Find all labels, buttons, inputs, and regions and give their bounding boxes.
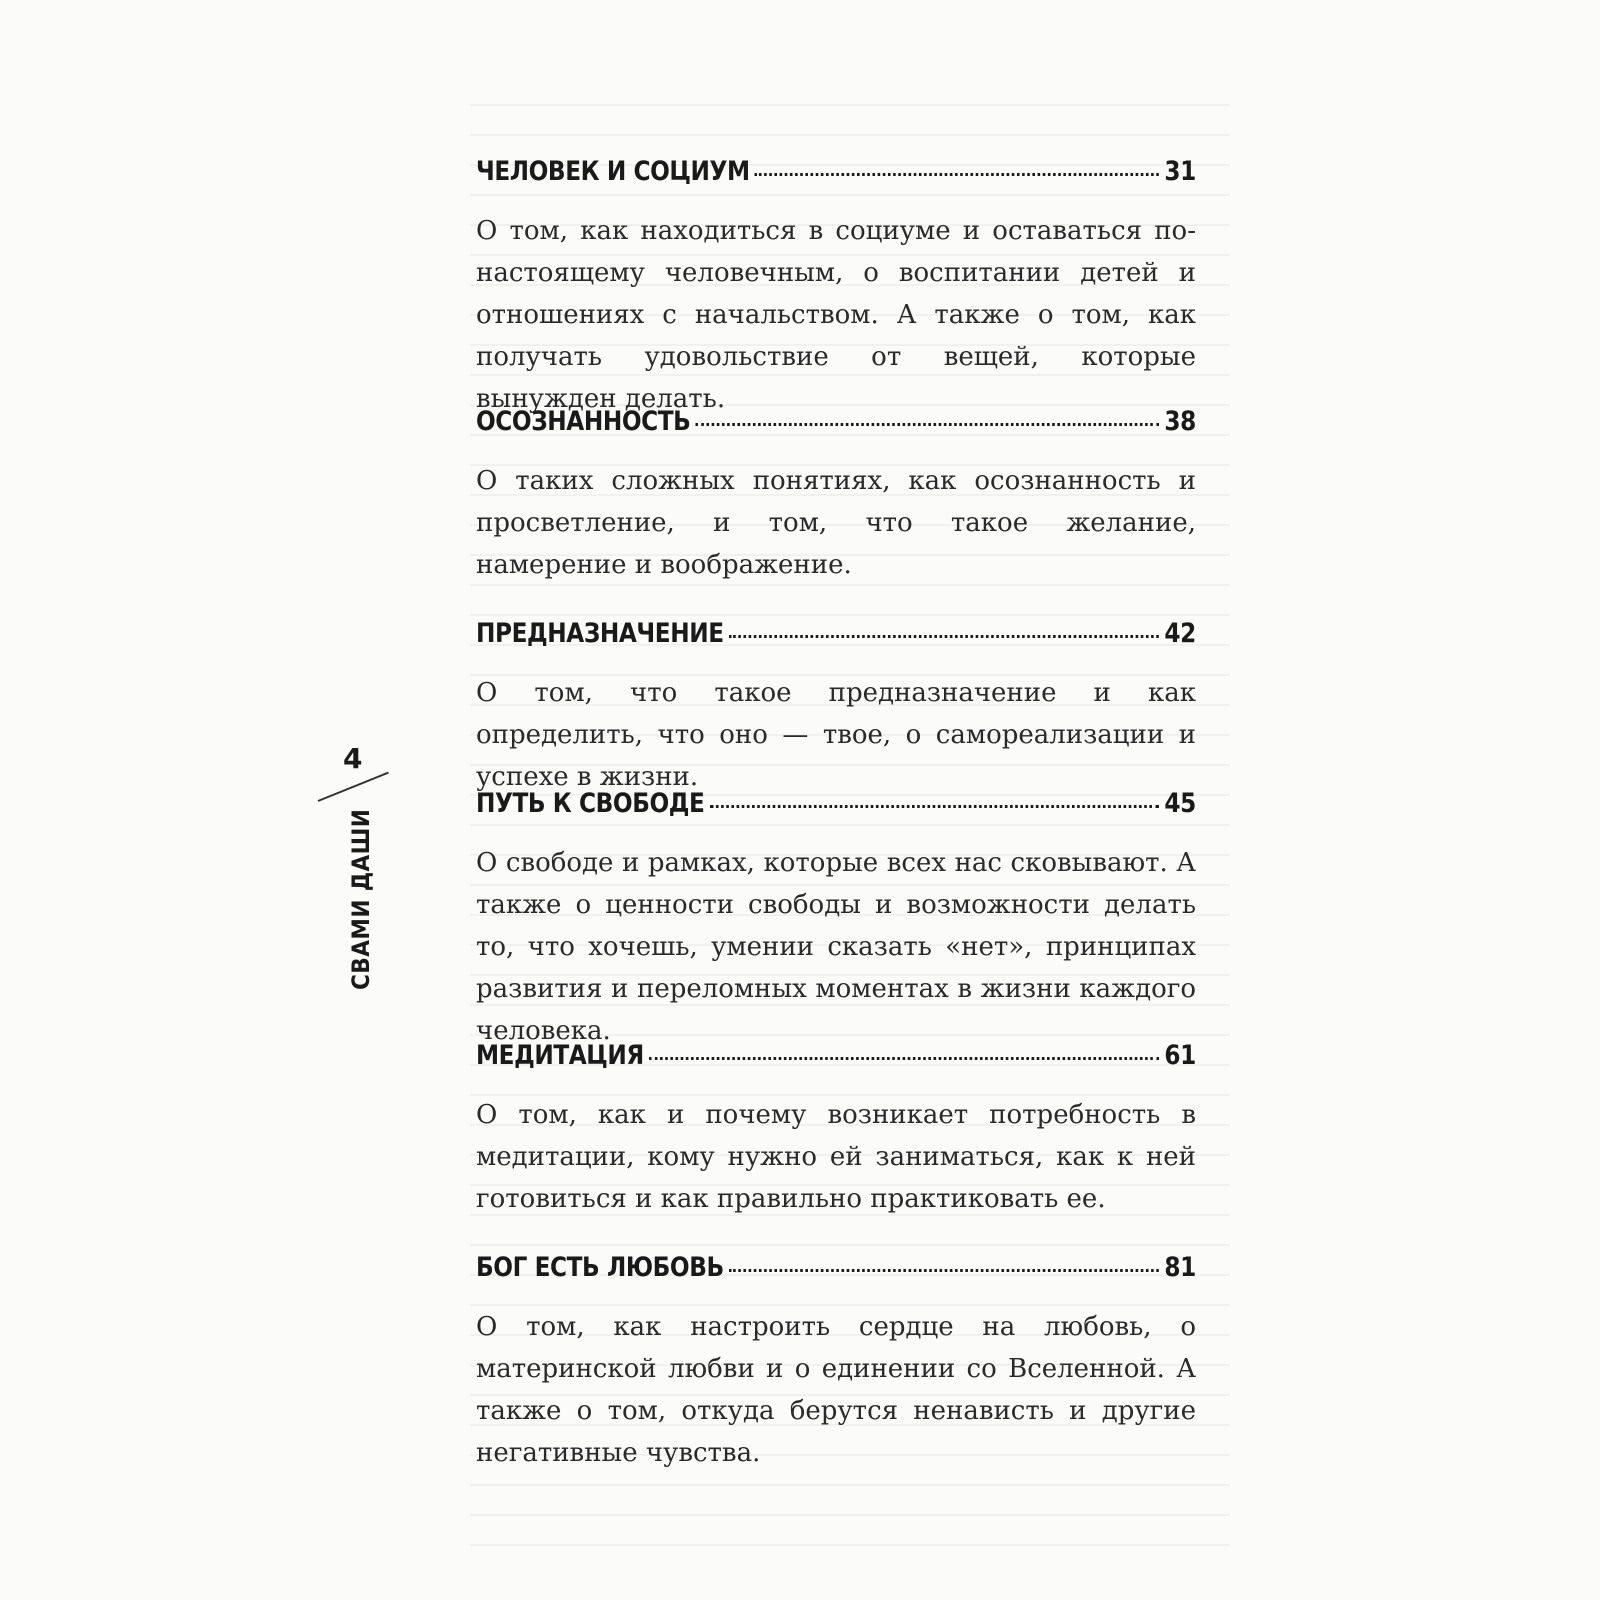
toc-entry-heading[interactable] — [476, 406, 1196, 450]
toc-entry-purpose[interactable] — [476, 618, 1196, 798]
dot-leader — [755, 173, 1159, 176]
toc-entry-awareness[interactable] — [476, 406, 1196, 586]
dot-leader — [710, 805, 1160, 808]
toc-entry-page: 81 — [1164, 1252, 1196, 1283]
toc-entry-title: ПРЕДНАЗНАЧЕНИЕ — [476, 618, 724, 649]
toc-entry-title: МЕДИТАЦИЯ — [476, 1040, 644, 1071]
toc-entry-title: ОСОЗНАННОСТЬ — [476, 406, 691, 437]
toc-entry-page: 42 — [1164, 618, 1196, 649]
toc-entry-society[interactable] — [476, 156, 1196, 420]
toc-entry-page: 45 — [1164, 788, 1196, 819]
dot-leader — [696, 423, 1160, 426]
toc-entry-freedom[interactable] — [476, 788, 1196, 1052]
toc-entry-page: 31 — [1164, 156, 1196, 187]
toc-entry-heading[interactable] — [476, 156, 1196, 200]
toc-entry-love[interactable] — [476, 1252, 1196, 1474]
toc-entry-description: О том, как настроить сердце на любовь, о материнской любви и о единении со Вселенной. А также о том, откуда берутся ненависть и другие негативные чувства. — [476, 1312, 1196, 1468]
toc-entry-description: О том, как находиться в социуме и оставаться по-настоящему человечным, о воспитании детей и отношениях с начальством. А также о том, как получать удовольствие от вещей, которые вынужден делать. — [476, 216, 1196, 414]
toc-entry-heading[interactable] — [476, 618, 1196, 662]
dot-leader — [649, 1057, 1159, 1060]
toc-entry-description: О том, как и почему возникает потребность в медитации, кому нужно ей заниматься, как к ней готовиться и как правильно практиковать ее. — [476, 1100, 1196, 1214]
toc-entry-meditation[interactable] — [476, 1040, 1196, 1220]
toc-entry-page: 38 — [1164, 406, 1196, 437]
toc-entry-heading[interactable] — [476, 1252, 1196, 1296]
page-number-divider — [318, 772, 389, 802]
toc-entry-description: О таких сложных понятиях, как осознанность и просветление, и том, что такое желание, намерение и воображение. — [476, 466, 1196, 580]
page-number: 4 — [343, 742, 363, 775]
toc-entry-heading[interactable] — [476, 788, 1196, 832]
dot-leader — [729, 635, 1159, 638]
toc-entry-page: 61 — [1164, 1040, 1196, 1071]
toc-entry-description: О свободе и рамках, которые всех нас сковывают. А также о ценности свободы и возможности делать то, что хочешь, умении сказать «нет», принципах развития и переломных моментах в жизни каждого человека. — [476, 848, 1196, 1046]
dot-leader — [729, 1269, 1159, 1272]
toc-entry-title: БОГ ЕСТЬ ЛЮБОВЬ — [476, 1252, 724, 1283]
toc-entry-heading[interactable] — [476, 1040, 1196, 1084]
running-author: СВАМИ ДАШИ — [347, 808, 375, 990]
toc-entry-title: ПУТЬ К СВОБОДЕ — [476, 788, 705, 819]
toc-entry-title: ЧЕЛОВЕК И СОЦИУМ — [476, 156, 750, 187]
toc-entry-description: О том, что такое предназначение и как определить, что оно — твое, о самореализации и успехе в жизни. — [476, 678, 1196, 792]
